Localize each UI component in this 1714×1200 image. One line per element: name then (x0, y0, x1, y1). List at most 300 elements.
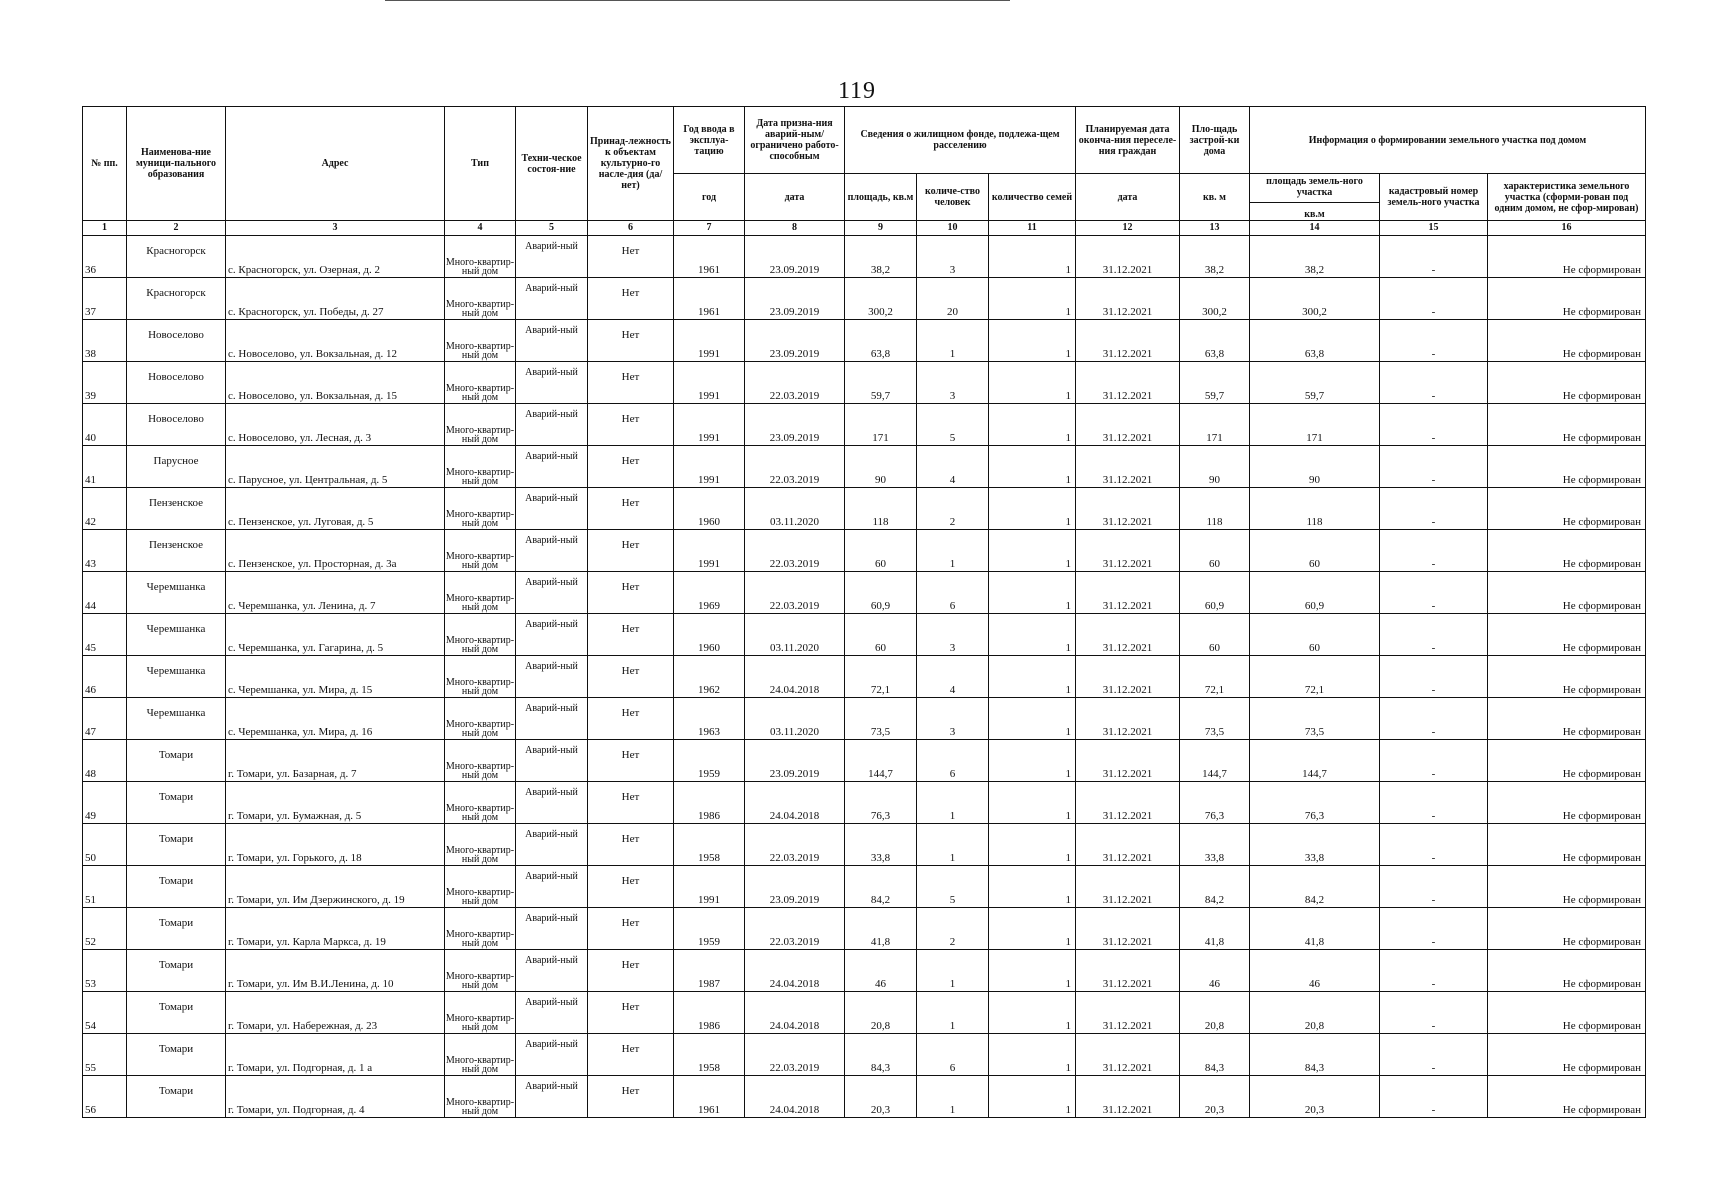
row-number: 50 (83, 824, 127, 866)
address-cell: с. Красногорск, ул. Озерная, д. 2 (226, 236, 445, 278)
condition-cell: Аварий-ный (516, 446, 588, 488)
built-area-cell: 46 (1180, 950, 1250, 992)
land-area-cell: 41,8 (1250, 908, 1380, 950)
municipality-cell: Томари (127, 950, 226, 992)
family-count-cell: 1 (989, 1034, 1076, 1076)
family-count-cell: 1 (989, 992, 1076, 1034)
cultural-heritage-cell: Нет (588, 1076, 674, 1118)
land-status-cell: Не сформирован (1488, 866, 1646, 908)
cultural-heritage-cell: Нет (588, 1034, 674, 1076)
housing-area-cell: 60 (845, 530, 917, 572)
land-status-cell: Не сформирован (1488, 824, 1646, 866)
planned-date-cell: 31.12.2021 (1076, 950, 1180, 992)
header-emergency-date: Дата призна-ния аварий-ным/ограничено работо-способным (745, 107, 845, 174)
housing-area-cell: 20,8 (845, 992, 917, 1034)
commission-year-cell: 1991 (674, 362, 745, 404)
condition-cell: Аварий-ный (516, 656, 588, 698)
header-planned-date-sub: дата (1076, 174, 1180, 221)
family-count-cell: 1 (989, 404, 1076, 446)
row-number: 37 (83, 278, 127, 320)
header-condition: Техни-ческое состоя-ние (516, 107, 588, 221)
table-row (83, 866, 1646, 908)
column-number: 14 (1250, 221, 1380, 236)
building-type-cell: Много-квартир-ный дом (445, 320, 516, 362)
cultural-heritage-cell: Нет (588, 950, 674, 992)
condition-cell: Аварий-ный (516, 320, 588, 362)
building-type-cell: Много-квартир-ный дом (445, 656, 516, 698)
municipality-cell: Томари (127, 824, 226, 866)
header-year-sub: год (674, 174, 745, 221)
land-area-cell: 60,9 (1250, 572, 1380, 614)
land-area-cell: 20,8 (1250, 992, 1380, 1034)
header-housing-fund: Сведения о жилищном фонде, подлежа-щем расселению (845, 107, 1076, 174)
land-area-cell: 59,7 (1250, 362, 1380, 404)
building-type-cell: Много-квартир-ный дом (445, 362, 516, 404)
family-count-cell: 1 (989, 1076, 1076, 1118)
table-row (83, 1076, 1646, 1118)
commission-year-cell: 1991 (674, 866, 745, 908)
row-number: 45 (83, 614, 127, 656)
land-area-cell: 73,5 (1250, 698, 1380, 740)
condition-cell: Аварий-ный (516, 740, 588, 782)
land-status-cell: Не сформирован (1488, 572, 1646, 614)
people-count-cell: 4 (917, 656, 989, 698)
people-count-cell: 1 (917, 824, 989, 866)
land-area-cell: 84,2 (1250, 866, 1380, 908)
land-status-cell: Не сформирован (1488, 530, 1646, 572)
address-cell: с. Черемшанка, ул. Мира, д. 15 (226, 656, 445, 698)
people-count-cell: 5 (917, 866, 989, 908)
address-cell: с. Черемшанка, ул. Ленина, д. 7 (226, 572, 445, 614)
building-type-cell: Много-квартир-ный дом (445, 1034, 516, 1076)
commission-year-cell: 1991 (674, 530, 745, 572)
building-type-cell: Много-квартир-ный дом (445, 530, 516, 572)
commission-year-cell: 1960 (674, 614, 745, 656)
family-count-cell: 1 (989, 320, 1076, 362)
family-count-cell: 1 (989, 782, 1076, 824)
cultural-heritage-cell: Нет (588, 866, 674, 908)
table-body (83, 236, 1646, 1118)
address-cell: с. Новоселово, ул. Вокзальная, д. 12 (226, 320, 445, 362)
emergency-date-cell: 24.04.2018 (745, 656, 845, 698)
emergency-date-cell: 23.09.2019 (745, 320, 845, 362)
land-status-cell: Не сформирован (1488, 782, 1646, 824)
emergency-date-cell: 03.11.2020 (745, 698, 845, 740)
cultural-heritage-cell: Нет (588, 782, 674, 824)
table-row (83, 320, 1646, 362)
building-type-cell: Много-квартир-ный дом (445, 740, 516, 782)
building-type-cell: Много-квартир-ный дом (445, 698, 516, 740)
planned-date-cell: 31.12.2021 (1076, 362, 1180, 404)
building-type-cell: Много-квартир-ный дом (445, 992, 516, 1034)
cadastral-number-cell: - (1380, 824, 1488, 866)
housing-area-cell: 300,2 (845, 278, 917, 320)
municipality-cell: Новоселово (127, 320, 226, 362)
condition-cell: Аварий-ный (516, 614, 588, 656)
municipality-cell: Парусное (127, 446, 226, 488)
commission-year-cell: 1958 (674, 1034, 745, 1076)
row-number: 44 (83, 572, 127, 614)
land-status-cell: Не сформирован (1488, 488, 1646, 530)
family-count-cell: 1 (989, 362, 1076, 404)
table-row (83, 782, 1646, 824)
commission-year-cell: 1991 (674, 446, 745, 488)
header-num: № пп. (83, 107, 127, 221)
land-area-cell: 38,2 (1250, 236, 1380, 278)
cultural-heritage-cell: Нет (588, 236, 674, 278)
planned-date-cell: 31.12.2021 (1076, 698, 1180, 740)
condition-cell: Аварий-ный (516, 404, 588, 446)
cultural-heritage-cell: Нет (588, 572, 674, 614)
cadastral-number-cell: - (1380, 530, 1488, 572)
people-count-cell: 1 (917, 992, 989, 1034)
municipality-cell: Томари (127, 740, 226, 782)
table-row (83, 278, 1646, 320)
address-cell: с. Новоселово, ул. Лесная, д. 3 (226, 404, 445, 446)
land-status-cell: Не сформирован (1488, 278, 1646, 320)
built-area-cell: 300,2 (1180, 278, 1250, 320)
family-count-cell: 1 (989, 446, 1076, 488)
land-status-cell: Не сформирован (1488, 236, 1646, 278)
emergency-date-cell: 24.04.2018 (745, 950, 845, 992)
cadastral-number-cell: - (1380, 866, 1488, 908)
cadastral-number-cell: - (1380, 1034, 1488, 1076)
column-number: 5 (516, 221, 588, 236)
housing-area-cell: 90 (845, 446, 917, 488)
people-count-cell: 1 (917, 782, 989, 824)
row-number: 54 (83, 992, 127, 1034)
land-status-cell: Не сформирован (1488, 740, 1646, 782)
people-count-cell: 1 (917, 320, 989, 362)
people-count-cell: 3 (917, 698, 989, 740)
row-number: 51 (83, 866, 127, 908)
emergency-date-cell: 23.09.2019 (745, 404, 845, 446)
land-area-cell: 300,2 (1250, 278, 1380, 320)
cadastral-number-cell: - (1380, 278, 1488, 320)
municipality-cell: Томари (127, 866, 226, 908)
header-municipality: Наименова-ние муници-пального образования (127, 107, 226, 221)
emergency-date-cell: 22.03.2019 (745, 908, 845, 950)
cadastral-number-cell: - (1380, 950, 1488, 992)
address-cell: г. Томари, ул. Карла Маркса, д. 19 (226, 908, 445, 950)
table-row (83, 530, 1646, 572)
cultural-heritage-cell: Нет (588, 908, 674, 950)
built-area-cell: 76,3 (1180, 782, 1250, 824)
table-row (83, 614, 1646, 656)
condition-cell: Аварий-ный (516, 824, 588, 866)
land-area-cell: 84,3 (1250, 1034, 1380, 1076)
land-status-cell: Не сформирован (1488, 1076, 1646, 1118)
building-type-cell: Много-квартир-ный дом (445, 782, 516, 824)
building-type-cell: Много-квартир-ный дом (445, 488, 516, 530)
housing-area-cell: 144,7 (845, 740, 917, 782)
cadastral-number-cell: - (1380, 362, 1488, 404)
family-count-cell: 1 (989, 530, 1076, 572)
municipality-cell: Томари (127, 782, 226, 824)
table-row (83, 656, 1646, 698)
table-row (83, 446, 1646, 488)
family-count-cell: 1 (989, 488, 1076, 530)
cadastral-number-cell: - (1380, 488, 1488, 530)
building-type-cell: Много-квартир-ный дом (445, 572, 516, 614)
commission-year-cell: 1986 (674, 782, 745, 824)
header-built-area: Пло-щадь застрой-ки дома (1180, 107, 1250, 174)
land-status-cell: Не сформирован (1488, 614, 1646, 656)
municipality-cell: Красногорск (127, 278, 226, 320)
land-area-cell: 63,8 (1250, 320, 1380, 362)
commission-year-cell: 1991 (674, 320, 745, 362)
address-cell: г. Томари, ул. Им Дзержинского, д. 19 (226, 866, 445, 908)
commission-year-cell: 1959 (674, 740, 745, 782)
emergency-date-cell: 22.03.2019 (745, 446, 845, 488)
planned-date-cell: 31.12.2021 (1076, 530, 1180, 572)
commission-year-cell: 1962 (674, 656, 745, 698)
planned-date-cell: 31.12.2021 (1076, 404, 1180, 446)
land-area-cell: 118 (1250, 488, 1380, 530)
people-count-cell: 5 (917, 404, 989, 446)
land-status-cell: Не сформирован (1488, 656, 1646, 698)
family-count-cell: 1 (989, 740, 1076, 782)
housing-area-cell: 41,8 (845, 908, 917, 950)
emergency-date-cell: 23.09.2019 (745, 740, 845, 782)
cadastral-number-cell: - (1380, 572, 1488, 614)
cadastral-number-cell: - (1380, 740, 1488, 782)
header-land-area-unit: площадь земель-ного участка кв.м (1250, 174, 1380, 221)
planned-date-cell: 31.12.2021 (1076, 656, 1180, 698)
column-number: 4 (445, 221, 516, 236)
header-address: Адрес (226, 107, 445, 221)
emergency-date-cell: 24.04.2018 (745, 992, 845, 1034)
land-status-cell: Не сформирован (1488, 950, 1646, 992)
built-area-cell: 59,7 (1180, 362, 1250, 404)
header-housing-people: количе-ство человек (917, 174, 989, 221)
row-number: 56 (83, 1076, 127, 1118)
header-cadastral: кадастровый номер земель-ного участка (1380, 174, 1488, 221)
municipality-cell: Черемшанка (127, 698, 226, 740)
address-cell: г. Томари, ул. Базарная, д. 7 (226, 740, 445, 782)
planned-date-cell: 31.12.2021 (1076, 278, 1180, 320)
housing-area-cell: 60,9 (845, 572, 917, 614)
cultural-heritage-cell: Нет (588, 362, 674, 404)
table-row (83, 950, 1646, 992)
land-area-cell: 20,3 (1250, 1076, 1380, 1118)
address-cell: с. Красногорск, ул. Победы, д. 27 (226, 278, 445, 320)
commission-year-cell: 1961 (674, 1076, 745, 1118)
municipality-cell: Томари (127, 1076, 226, 1118)
planned-date-cell: 31.12.2021 (1076, 446, 1180, 488)
cultural-heritage-cell: Нет (588, 614, 674, 656)
municipality-cell: Пензенское (127, 530, 226, 572)
municipality-cell: Новоселово (127, 362, 226, 404)
commission-year-cell: 1986 (674, 992, 745, 1034)
planned-date-cell: 31.12.2021 (1076, 866, 1180, 908)
municipality-cell: Томари (127, 1034, 226, 1076)
page-number: 119 (837, 78, 877, 104)
built-area-cell: 72,1 (1180, 656, 1250, 698)
emergency-date-cell: 24.04.2018 (745, 782, 845, 824)
land-area-cell: 90 (1250, 446, 1380, 488)
commission-year-cell: 1959 (674, 908, 745, 950)
table-row (83, 488, 1646, 530)
condition-cell: Аварий-ный (516, 782, 588, 824)
building-type-cell: Много-квартир-ный дом (445, 950, 516, 992)
address-cell: с. Черемшанка, ул. Мира, д. 16 (226, 698, 445, 740)
row-number: 38 (83, 320, 127, 362)
planned-date-cell: 31.12.2021 (1076, 1076, 1180, 1118)
people-count-cell: 6 (917, 740, 989, 782)
cadastral-number-cell: - (1380, 1076, 1488, 1118)
emergency-date-cell: 22.03.2019 (745, 362, 845, 404)
housing-area-cell: 171 (845, 404, 917, 446)
emergency-date-cell: 22.03.2019 (745, 530, 845, 572)
header-land-info: Информация о формировании земельного участка под домом (1250, 107, 1646, 174)
planned-date-cell: 31.12.2021 (1076, 1034, 1180, 1076)
built-area-cell: 60 (1180, 530, 1250, 572)
municipality-cell: Томари (127, 992, 226, 1034)
land-status-cell: Не сформирован (1488, 992, 1646, 1034)
housing-area-cell: 59,7 (845, 362, 917, 404)
address-cell: г. Томари, ул. Бумажная, д. 5 (226, 782, 445, 824)
address-cell: г. Томари, ул. Горького, д. 18 (226, 824, 445, 866)
planned-date-cell: 31.12.2021 (1076, 320, 1180, 362)
built-area-cell: 63,8 (1180, 320, 1250, 362)
column-number: 1 (83, 221, 127, 236)
built-area-cell: 144,7 (1180, 740, 1250, 782)
column-number: 15 (1380, 221, 1488, 236)
family-count-cell: 1 (989, 236, 1076, 278)
table-header (83, 107, 1646, 236)
column-number: 16 (1488, 221, 1646, 236)
row-number: 42 (83, 488, 127, 530)
column-number: 9 (845, 221, 917, 236)
housing-area-cell: 20,3 (845, 1076, 917, 1118)
emergency-date-cell: 23.09.2019 (745, 278, 845, 320)
row-number: 47 (83, 698, 127, 740)
address-cell: г. Томари, ул. Подгорная, д. 4 (226, 1076, 445, 1118)
planned-date-cell: 31.12.2021 (1076, 824, 1180, 866)
land-status-cell: Не сформирован (1488, 446, 1646, 488)
commission-year-cell: 1960 (674, 488, 745, 530)
cadastral-number-cell: - (1380, 320, 1488, 362)
emergency-date-cell: 22.03.2019 (745, 1034, 845, 1076)
building-type-cell: Много-квартир-ный дом (445, 446, 516, 488)
building-type-cell: Много-квартир-ный дом (445, 866, 516, 908)
family-count-cell: 1 (989, 950, 1076, 992)
built-area-cell: 171 (1180, 404, 1250, 446)
built-area-cell: 41,8 (1180, 908, 1250, 950)
address-cell: с. Пензенское, ул. Луговая, д. 5 (226, 488, 445, 530)
header-land-status: характеристика земельного участка (сформи-рован под одним домом, не сфор-мирован) (1488, 174, 1646, 221)
condition-cell: Аварий-ный (516, 908, 588, 950)
cadastral-number-cell: - (1380, 782, 1488, 824)
cultural-heritage-cell: Нет (588, 824, 674, 866)
built-area-cell: 84,3 (1180, 1034, 1250, 1076)
cultural-heritage-cell: Нет (588, 488, 674, 530)
header-planned-date: Планируемая дата оконча-ния переселе-ния граждан (1076, 107, 1180, 174)
housing-area-cell: 33,8 (845, 824, 917, 866)
housing-area-cell: 84,2 (845, 866, 917, 908)
emergency-date-cell: 23.09.2019 (745, 236, 845, 278)
cultural-heritage-cell: Нет (588, 740, 674, 782)
family-count-cell: 1 (989, 908, 1076, 950)
built-area-cell: 38,2 (1180, 236, 1250, 278)
cadastral-number-cell: - (1380, 992, 1488, 1034)
land-status-cell: Не сформирован (1488, 698, 1646, 740)
address-cell: с. Пензенское, ул. Просторная, д. 3а (226, 530, 445, 572)
condition-cell: Аварий-ный (516, 278, 588, 320)
table-row (83, 740, 1646, 782)
built-area-cell: 33,8 (1180, 824, 1250, 866)
condition-cell: Аварий-ный (516, 488, 588, 530)
built-area-cell: 90 (1180, 446, 1250, 488)
header-type: Тип (445, 107, 516, 221)
people-count-cell: 1 (917, 1076, 989, 1118)
table-row (83, 362, 1646, 404)
emergency-date-cell: 03.11.2020 (745, 488, 845, 530)
row-number: 40 (83, 404, 127, 446)
people-count-cell: 20 (917, 278, 989, 320)
table-row (83, 992, 1646, 1034)
cadastral-number-cell: - (1380, 908, 1488, 950)
built-area-cell: 60,9 (1180, 572, 1250, 614)
people-count-cell: 3 (917, 236, 989, 278)
address-cell: г. Томари, ул. Подгорная, д. 1 а (226, 1034, 445, 1076)
planned-date-cell: 31.12.2021 (1076, 782, 1180, 824)
condition-cell: Аварий-ный (516, 866, 588, 908)
built-area-cell: 20,3 (1180, 1076, 1250, 1118)
table-row (83, 1034, 1646, 1076)
table-row (83, 572, 1646, 614)
column-number-row (83, 221, 1646, 236)
condition-cell: Аварий-ный (516, 362, 588, 404)
land-area-cell: 33,8 (1250, 824, 1380, 866)
condition-cell: Аварий-ный (516, 530, 588, 572)
commission-year-cell: 1963 (674, 698, 745, 740)
family-count-cell: 1 (989, 278, 1076, 320)
people-count-cell: 4 (917, 446, 989, 488)
address-cell: с. Черемшанка, ул. Гагарина, д. 5 (226, 614, 445, 656)
emergency-date-cell: 03.11.2020 (745, 614, 845, 656)
row-number: 48 (83, 740, 127, 782)
header-cultural-heritage: Принад-лежность к объектам культурно-го насле-дия (да/нет) (588, 107, 674, 221)
column-number: 12 (1076, 221, 1180, 236)
header-housing-area: площадь, кв.м (845, 174, 917, 221)
municipality-cell: Черемшанка (127, 614, 226, 656)
column-number: 13 (1180, 221, 1250, 236)
planned-date-cell: 31.12.2021 (1076, 488, 1180, 530)
people-count-cell: 6 (917, 1034, 989, 1076)
row-number: 46 (83, 656, 127, 698)
condition-cell: Аварий-ный (516, 1076, 588, 1118)
planned-date-cell: 31.12.2021 (1076, 572, 1180, 614)
header-housing-families: количество семей (989, 174, 1076, 221)
row-number: 55 (83, 1034, 127, 1076)
commission-year-cell: 1991 (674, 404, 745, 446)
land-area-cell: 60 (1250, 614, 1380, 656)
condition-cell: Аварий-ный (516, 1034, 588, 1076)
column-number: 11 (989, 221, 1076, 236)
emergency-date-cell: 23.09.2019 (745, 866, 845, 908)
housing-area-cell: 84,3 (845, 1034, 917, 1076)
building-type-cell: Много-квартир-ный дом (445, 908, 516, 950)
building-type-cell: Много-квартир-ный дом (445, 236, 516, 278)
column-number: 10 (917, 221, 989, 236)
cadastral-number-cell: - (1380, 446, 1488, 488)
land-status-cell: Не сформирован (1488, 1034, 1646, 1076)
address-cell: г. Томари, ул. Набережная, д. 23 (226, 992, 445, 1034)
planned-date-cell: 31.12.2021 (1076, 614, 1180, 656)
condition-cell: Аварий-ный (516, 950, 588, 992)
